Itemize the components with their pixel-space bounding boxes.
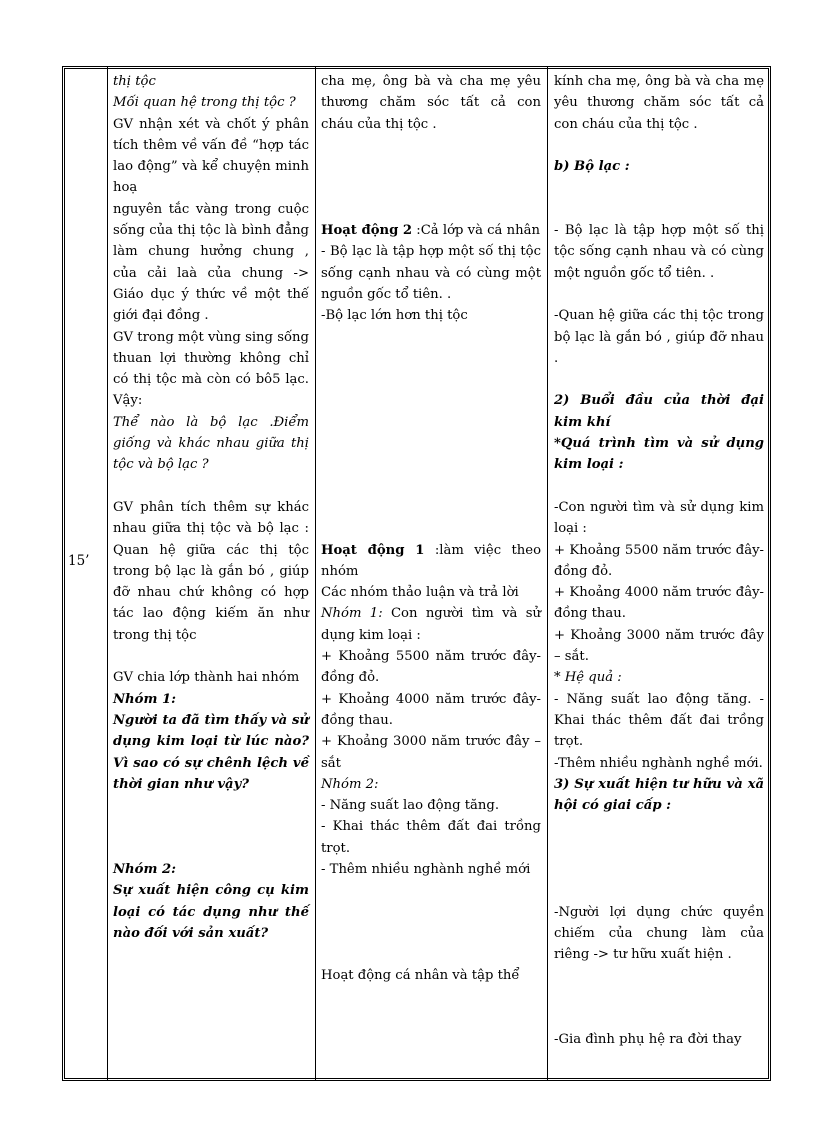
paragraph-text: GV chia lớp thành hai nhóm (113, 670, 300, 686)
paragraph (321, 540, 541, 583)
paragraph-text: Các nhóm thảo luận và trả lời (321, 585, 519, 601)
paragraph (321, 816, 541, 859)
paragraph-text: thị tộc (113, 74, 156, 89)
paragraph (321, 220, 541, 241)
paragraph (321, 497, 541, 518)
paragraph (554, 1008, 764, 1029)
paragraph (554, 284, 764, 305)
paragraph (321, 135, 541, 156)
paragraph (321, 923, 541, 944)
paragraph (321, 156, 541, 177)
paragraph-text: cha mẹ, ông bà và cha mẹ yêu thương chăm sóc tất cả con cháu của thị tộc . (321, 74, 541, 132)
paragraph (321, 731, 541, 774)
paragraph (113, 880, 309, 944)
paragraph-text: + Khoảng 4000 năm trước đây- đồng thau. (554, 585, 764, 622)
paragraph (554, 135, 764, 156)
paragraph (554, 305, 764, 369)
paragraph-text: + Khoảng 5500 năm trước đây- đồng đỏ. (554, 542, 764, 579)
paragraph (113, 816, 309, 837)
paragraph (554, 902, 764, 966)
group-heading: Nhóm 1: (321, 606, 383, 622)
paragraph (321, 327, 541, 348)
paragraph (113, 838, 309, 859)
paragraph (113, 92, 309, 113)
paragraph (554, 880, 764, 901)
paragraph-text: 3) Sự xuất hiện tư hữu và xã hội có giai cấp : (554, 776, 764, 814)
paragraph (554, 497, 764, 540)
paragraph (321, 603, 541, 646)
paragraph (321, 433, 541, 454)
paragraph-text: Người ta đã tìm thấy và sử dụng kim loại từ lúc nào? Vì sao có sự chênh lệch về thời gian như vậy? (113, 712, 309, 792)
paragraph (113, 114, 309, 199)
paragraph (554, 774, 764, 817)
paragraph-text: * Hệ quả : (554, 670, 622, 686)
paragraph-text: Sự xuất hiện công cụ kim loại có tác dụng như thế nào đối với sản xuất? (113, 883, 309, 941)
paragraph-text: - Bộ lạc là tập hợp một số thị tộc sống cạnh nhau và có cùng một nguồn gốc tổ tiên. . (321, 244, 541, 302)
paragraph-text: -Bộ lạc lớn hơn thị tộc (321, 308, 468, 324)
paragraph (554, 816, 764, 837)
paragraph (321, 880, 541, 901)
paragraph (554, 433, 764, 476)
paragraph (321, 795, 541, 816)
column-divider (107, 66, 108, 1081)
paragraph-text: + Khoảng 3000 năm trước đây – sắt (321, 734, 541, 771)
paragraph (321, 412, 541, 433)
paragraph (554, 369, 764, 390)
paragraph (554, 156, 764, 177)
paragraph-text: + Khoảng 4000 năm trước đây-đồng thau. (321, 691, 541, 728)
paragraph-text: GV trong một vùng sing sống thuan lợi thường không chỉ có thị tộc mà còn có bô5 lạc. Vậy: (113, 329, 309, 409)
column-divider (547, 66, 548, 1081)
paragraph (321, 902, 541, 923)
paragraph (321, 369, 541, 390)
paragraph-text: Nhóm 1: (113, 691, 177, 707)
paragraph (321, 199, 541, 220)
paragraph (554, 199, 764, 220)
paragraph-text: -Gia đình phụ hệ ra đời thay (554, 1032, 742, 1048)
teacher-activity-column (113, 71, 309, 944)
paragraph-text: Nhóm 2: (321, 776, 379, 792)
paragraph (554, 965, 764, 986)
paragraph (113, 859, 309, 880)
paragraph-text: Nhóm 2: (113, 861, 177, 877)
paragraph (113, 667, 309, 688)
paragraph-text: :làm việc theo nhóm (321, 542, 542, 579)
paragraph-text: -Thêm nhiều nghành nghề mới. (554, 755, 763, 771)
column-divider (315, 66, 316, 1081)
paragraph (113, 795, 309, 816)
paragraph-text: - Năng suất lao động tăng. (321, 798, 500, 814)
paragraph-text: *Quá trình tìm và sử dụng kim loại : (554, 436, 764, 473)
paragraph (113, 646, 309, 667)
paragraph-text: -Quan hệ giữa các thị tộc trong bộ lạc là gắn bó , giúp đỡ nhau . (554, 308, 764, 366)
paragraph-text: GV phân tích thêm sự khác nhau giữa thị tộc và bộ lạc : Quan hệ giữa các thị tộc trong bộ lạc là gắn bó , giúp đỡ nhau chứ không có hợp tác lao động kiếm ăn như trong thị tộc (113, 499, 309, 643)
paragraph-text: Hoạt động cá nhân và tập thể (321, 968, 520, 984)
paragraph (321, 774, 541, 795)
paragraph-text: -Con người tìm và sử dụng kim loại : (554, 499, 764, 537)
paragraph (321, 177, 541, 198)
paragraph (321, 689, 541, 732)
paragraph (321, 71, 541, 135)
paragraph (321, 965, 541, 986)
paragraph (554, 987, 764, 1008)
lesson-content-column (554, 71, 764, 1051)
paragraph (113, 710, 309, 795)
paragraph (321, 390, 541, 411)
paragraph-text: + Khoảng 5500 năm trước đây-đồng đỏ. (321, 649, 541, 686)
paragraph (554, 625, 764, 668)
paragraph (321, 859, 541, 880)
paragraph (321, 944, 541, 965)
paragraph (113, 71, 309, 92)
paragraph-text: GV nhận xét và chốt ý phân tích thêm về vấn đề “hợp tác lao động” và kể chuyện minh hoạ (113, 116, 309, 196)
paragraph-text: - Thêm nhiều nghành nghề mới (321, 861, 531, 877)
paragraph (554, 220, 764, 284)
paragraph (321, 518, 541, 539)
paragraph (321, 582, 541, 603)
paragraph-text: + Khoảng 3000 năm trước đây – sắt. (554, 627, 764, 665)
paragraph (554, 582, 764, 625)
paragraph-text: :Cả lớp và cá nhân (412, 223, 540, 239)
paragraph (554, 1029, 764, 1050)
paragraph (113, 497, 309, 646)
paragraph-text: - Năng suất lao động tăng. - Khai thác thêm đất đai trồng trọt. (554, 691, 764, 750)
paragraph (554, 390, 764, 433)
paragraph (321, 646, 541, 689)
paragraph-text: - Khai thác thêm đất đai trồng trọt. (321, 819, 541, 856)
paragraph (113, 412, 309, 476)
time-cell: 15’ (68, 553, 90, 569)
paragraph (113, 689, 309, 710)
paragraph (321, 348, 541, 369)
paragraph (554, 689, 764, 753)
paragraph (321, 476, 541, 497)
paragraph (113, 476, 309, 497)
paragraph (113, 327, 309, 412)
paragraph (113, 199, 309, 327)
activity-heading: Hoạt động 2 (321, 223, 413, 239)
paragraph-text: b) Bộ lạc : (554, 159, 630, 175)
paragraph (554, 540, 764, 583)
paragraph (554, 71, 764, 135)
paragraph-text: - Bộ lạc là tập hợp một số thị tộc sống cạnh nhau và có cùng một nguồn gốc tổ tiên. . (554, 223, 764, 281)
paragraph (321, 454, 541, 475)
paragraph (554, 859, 764, 880)
paragraph (321, 241, 541, 305)
paragraph (554, 476, 764, 497)
paragraph (554, 667, 764, 688)
paragraph (554, 177, 764, 198)
paragraph-text: -Người lợi dụng chức quyền chiếm của chung làm của riêng -> tư hữu xuất hiện . (554, 904, 764, 963)
paragraph-text: nguyên tắc vàng trong cuộc sống của thị tộc là bình đẳng làm chung hưởng chung , của cải laà của chung -> Giáo dục ý thức về một thế giới đại đồng . (113, 201, 309, 324)
paragraph-text: Thể nào là bộ lạc .Điểm giống và khác nhau giữa thị tộc và bộ lạc ? (113, 414, 309, 473)
paragraph-text: 2) Buổi đầu của thời đại kim khí (554, 393, 764, 430)
paragraph (554, 753, 764, 774)
activity-heading: Hoạt động 1 (321, 542, 425, 558)
paragraph-text: Con người tìm và sử dụng kim loại : (321, 606, 541, 643)
paragraph-text: Mối quan hệ trong thị tộc ? (113, 95, 296, 111)
paragraph (554, 838, 764, 859)
paragraph (321, 305, 541, 326)
paragraph-text: kính cha mẹ, ông bà và cha mẹ yêu thương chăm sóc tất cả con cháu của thị tộc . (554, 74, 764, 132)
student-activity-column (321, 71, 541, 987)
